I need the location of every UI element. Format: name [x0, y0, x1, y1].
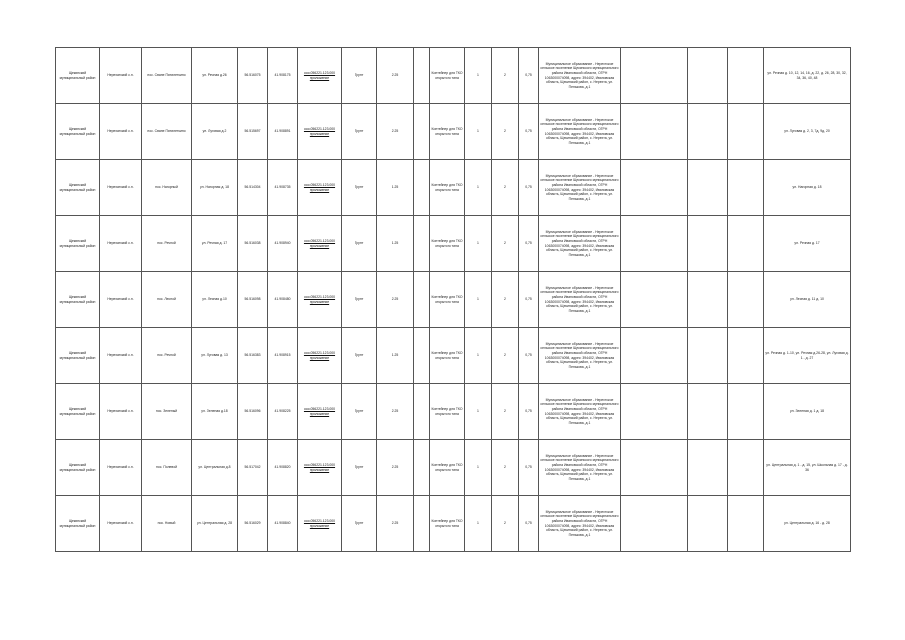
latitude-cell: 56.515697 [238, 104, 268, 160]
longitude-cell: 41.908915 [268, 328, 298, 384]
street-cell: ул. Центральная д.8 [192, 440, 238, 496]
volume-cell: 0,75 [519, 104, 539, 160]
quantity-cell: 1 [465, 104, 492, 160]
street-cell: ул. Речная д.26 [192, 48, 238, 104]
empty-cell [728, 216, 764, 272]
empty-cell [414, 48, 430, 104]
table-row [56, 496, 851, 552]
count-cell: 2 [492, 216, 519, 272]
street-cell: ул. Луговая д. 13 [192, 328, 238, 384]
count-cell: 2 [492, 160, 519, 216]
area-cell: 2.25 [377, 440, 414, 496]
latitude-cell: 56.517042 [238, 440, 268, 496]
empty-cell [688, 496, 728, 552]
count-cell: 2 [492, 104, 519, 160]
latitude-cell: 56.516038 [238, 216, 268, 272]
empty-cell [688, 160, 728, 216]
street-cell: ул. Центральная д. 28 [192, 496, 238, 552]
quantity-cell: 1 [465, 272, 492, 328]
container-type-cell: Контейнер для ТКО открытого типа [430, 384, 465, 440]
count-cell: 2 [492, 328, 519, 384]
cadastre-link[interactable]: ооо.056221.123.000 приложение [298, 216, 342, 272]
empty-cell [621, 440, 688, 496]
quantity-cell: 1 [465, 328, 492, 384]
village-cell: Нерехатский с.п. [100, 272, 142, 328]
locality-cell: пос. Зеленый [142, 384, 192, 440]
served-addresses-cell: ул. Зеленая д. 1 д. 18 [764, 384, 851, 440]
empty-cell [728, 328, 764, 384]
area-cell: 2.25 [377, 496, 414, 552]
container-type-cell: Контейнер для ТКО открытого типа [430, 496, 465, 552]
empty-cell [728, 272, 764, 328]
table-row [56, 272, 851, 328]
street-cell: ул. Лесная д.10 [192, 272, 238, 328]
owner-cell: Муниципальное образование - Нерехтское сельское поселение Щекинского муниципального района Ивановской области, ОГРН 1063000074098, адрес: 394402, Ивановская область, Щекинский район, с. Нерехта, ул. Пенькова, д.1 [539, 328, 621, 384]
area-cell: 1.25 [377, 216, 414, 272]
owner-cell: Муниципальное образование - Нерехтское сельское поселение Щекинского муниципального района Ивановской области, ОГРН 1063000074098, адрес: 394402, Ивановская область, Щекинский район, с. Нерехта, ул. Пенькова, д.1 [539, 272, 621, 328]
volume-cell: 0,75 [519, 160, 539, 216]
street-cell: ул. Нагорная д. 18 [192, 160, 238, 216]
district-cell: Щекинский муниципальный район [56, 272, 100, 328]
district-cell: Щекинский муниципальный район [56, 104, 100, 160]
volume-cell: 0,75 [519, 216, 539, 272]
street-cell: ул. Речная д. 17 [192, 216, 238, 272]
district-cell: Щекинский муниципальный район [56, 48, 100, 104]
volume-cell: 0,75 [519, 496, 539, 552]
surface-cell: Грунт [342, 440, 377, 496]
owner-cell: Муниципальное образование - Нерехтское сельское поселение Щекинского муниципального района Ивановской области, ОГРН 1063000074098, адрес: 394402, Ивановская область, Щекинский район, с. Нерехта, ул. Пенькова, д.1 [539, 160, 621, 216]
empty-cell [414, 328, 430, 384]
table-row [56, 328, 851, 384]
served-addresses-cell: ул. Речная д. 17 [764, 216, 851, 272]
village-cell: Нерехатский с.п. [100, 216, 142, 272]
volume-cell: 0,75 [519, 440, 539, 496]
container-type-cell: Контейнер для ТКО открытого типа [430, 440, 465, 496]
longitude-cell: 41.908891 [268, 104, 298, 160]
empty-cell [688, 216, 728, 272]
locality-cell: пос. Нагорный [142, 160, 192, 216]
empty-cell [728, 440, 764, 496]
locality-cell: пос. Новый [142, 496, 192, 552]
empty-cell [688, 440, 728, 496]
container-sites-table [55, 47, 851, 552]
empty-cell [414, 216, 430, 272]
surface-cell: Грунт [342, 104, 377, 160]
empty-cell [728, 104, 764, 160]
surface-cell: Грунт [342, 48, 377, 104]
table-row [56, 216, 851, 272]
village-cell: Нерехатский с.п. [100, 440, 142, 496]
quantity-cell: 1 [465, 216, 492, 272]
empty-cell [688, 328, 728, 384]
surface-cell: Грунт [342, 328, 377, 384]
volume-cell: 0,75 [519, 328, 539, 384]
quantity-cell: 1 [465, 48, 492, 104]
served-addresses-cell: ул. Луговая д. 2, 3, 7д, 9д, 20 [764, 104, 851, 160]
locality-cell: пос. Сване Пятилеткино [142, 104, 192, 160]
served-addresses-cell: ул. Речная д. 1-10, ул. Речная д.26-28, ул. Луговая д. 1 - д. 27 [764, 328, 851, 384]
empty-cell [621, 496, 688, 552]
locality-cell: пос. Лесной [142, 272, 192, 328]
cadastre-link[interactable]: ооо.056221.123.000 приложение [298, 160, 342, 216]
empty-cell [621, 160, 688, 216]
count-cell: 2 [492, 440, 519, 496]
volume-cell: 0,75 [519, 48, 539, 104]
empty-cell [728, 496, 764, 552]
cadastre-link[interactable]: ооо.056221.123.000 приложение [298, 440, 342, 496]
cadastre-link[interactable]: ооо.056221.123.000 приложение [298, 328, 342, 384]
village-cell: Нерехатский с.п. [100, 48, 142, 104]
empty-cell [414, 272, 430, 328]
volume-cell: 0,75 [519, 272, 539, 328]
table-row [56, 104, 851, 160]
longitude-cell: 41.908840 [268, 496, 298, 552]
latitude-cell: 56.516029 [238, 496, 268, 552]
village-cell: Нерехатский с.п. [100, 328, 142, 384]
cadastre-link[interactable]: ооо.056221.123.000 приложение [298, 384, 342, 440]
locality-cell: пос. Речной [142, 216, 192, 272]
surface-cell: Грунт [342, 496, 377, 552]
village-cell: Нерехатский с.п. [100, 104, 142, 160]
district-cell: Щекинский муниципальный район [56, 328, 100, 384]
table-row [56, 160, 851, 216]
longitude-cell: 41.908735 [268, 160, 298, 216]
empty-cell [688, 384, 728, 440]
container-type-cell: Контейнер для ТКО открытого типа [430, 48, 465, 104]
cadastre-link[interactable]: ооо.056221.123.000 приложение [298, 104, 342, 160]
area-cell: 2.25 [377, 104, 414, 160]
longitude-cell: 41.908940 [268, 216, 298, 272]
served-addresses-cell: ул. Нагорная д. 18 [764, 160, 851, 216]
empty-cell [728, 160, 764, 216]
area-cell: 1.25 [377, 160, 414, 216]
count-cell: 2 [492, 496, 519, 552]
cadastre-link[interactable]: ооо.056221.123.000 приложение [298, 48, 342, 104]
cadastre-link[interactable]: ооо.056221.123.000 приложение [298, 496, 342, 552]
empty-cell [688, 48, 728, 104]
village-cell: Нерехатский с.п. [100, 160, 142, 216]
longitude-cell: 41.908175 [268, 48, 298, 104]
district-cell: Щекинский муниципальный район [56, 216, 100, 272]
street-cell: ул. Зеленая д.18 [192, 384, 238, 440]
quantity-cell: 1 [465, 496, 492, 552]
empty-cell [414, 384, 430, 440]
quantity-cell: 1 [465, 440, 492, 496]
table-row [56, 440, 851, 496]
served-addresses-cell: ул. Центральная д. 16 - д. 28 [764, 496, 851, 552]
street-cell: ул. Луговая д.2 [192, 104, 238, 160]
district-cell: Щекинский муниципальный район [56, 160, 100, 216]
table-body [56, 48, 851, 552]
village-cell: Нерехатский с.п. [100, 496, 142, 552]
latitude-cell: 56.516096 [238, 384, 268, 440]
locality-cell: пос. Речной [142, 328, 192, 384]
quantity-cell: 1 [465, 160, 492, 216]
count-cell: 2 [492, 384, 519, 440]
container-type-cell: Контейнер для ТКО открытого типа [430, 160, 465, 216]
empty-cell [414, 440, 430, 496]
empty-cell [728, 384, 764, 440]
area-cell: 2.25 [377, 384, 414, 440]
table-row [56, 48, 851, 104]
latitude-cell: 56.516075 [238, 48, 268, 104]
empty-cell [688, 104, 728, 160]
empty-cell [728, 48, 764, 104]
served-addresses-cell: ул. Центральная д. 1 - д. 15, ул. Школьная д. 17 - д. 36 [764, 440, 851, 496]
served-addresses-cell: ул. Речная д. 10, 12, 14, 16, д. 22, д. 26, 28, 30, 32, 34, 36, 40, 48 [764, 48, 851, 104]
empty-cell [414, 160, 430, 216]
empty-cell [688, 272, 728, 328]
cadastre-link[interactable]: ооо.056221.123.000 приложение [298, 272, 342, 328]
container-type-cell: Контейнер для ТКО открытого типа [430, 328, 465, 384]
container-type-cell: Контейнер для ТКО открытого типа [430, 272, 465, 328]
surface-cell: Грунт [342, 216, 377, 272]
district-cell: Щекинский муниципальный район [56, 440, 100, 496]
surface-cell: Грунт [342, 160, 377, 216]
area-cell: 2.25 [377, 48, 414, 104]
latitude-cell: 56.514304 [238, 160, 268, 216]
surface-cell: Грунт [342, 384, 377, 440]
district-cell: Щекинский муниципальный район [56, 496, 100, 552]
longitude-cell: 41.908480 [268, 272, 298, 328]
empty-cell [414, 104, 430, 160]
locality-cell: пос. Сване Пятилеткино [142, 48, 192, 104]
empty-cell [414, 496, 430, 552]
container-type-cell: Контейнер для ТКО открытого типа [430, 104, 465, 160]
volume-cell: 0,75 [519, 384, 539, 440]
empty-cell [621, 216, 688, 272]
area-cell: 2.25 [377, 272, 414, 328]
empty-cell [621, 48, 688, 104]
count-cell: 2 [492, 272, 519, 328]
empty-cell [621, 272, 688, 328]
surface-cell: Грунт [342, 272, 377, 328]
container-type-cell: Контейнер для ТКО открытого типа [430, 216, 465, 272]
latitude-cell: 56.516383 [238, 328, 268, 384]
area-cell: 1.25 [377, 328, 414, 384]
district-cell: Щекинский муниципальный район [56, 384, 100, 440]
owner-cell: Муниципальное образование - Нерехтское сельское поселение Щекинского муниципального района Ивановской области, ОГРН 1063000074098, адрес: 394402, Ивановская область, Щекинский район, с. Нерехта, ул. Пенькова, д.1 [539, 216, 621, 272]
owner-cell: Муниципальное образование - Нерехтское сельское поселение Щекинского муниципального района Ивановской области, ОГРН 1063000074098, адрес: 394402, Ивановская область, Щекинский район, с. Нерехта, ул. Пенькова, д.1 [539, 48, 621, 104]
latitude-cell: 56.516098 [238, 272, 268, 328]
owner-cell: Муниципальное образование - Нерехтское сельское поселение Щекинского муниципального района Ивановской области, ОГРН 1063000074098, адрес: 394402, Ивановская область, Щекинский район, с. Нерехта, ул. Пенькова, д.1 [539, 104, 621, 160]
owner-cell: Муниципальное образование - Нерехтское сельское поселение Щекинского муниципального района Ивановской области, ОГРН 1063000074098, адрес: 394402, Ивановская область, Щекинский район, с. Нерехта, ул. Пенькова, д.1 [539, 496, 621, 552]
owner-cell: Муниципальное образование - Нерехтское сельское поселение Щекинского муниципального района Ивановской области, ОГРН 1063000074098, адрес: 394402, Ивановская область, Щекинский район, с. Нерехта, ул. Пенькова, д.1 [539, 440, 621, 496]
owner-cell: Муниципальное образование - Нерехтское сельское поселение Щекинского муниципального района Ивановской области, ОГРН 1063000074098, адрес: 394402, Ивановская область, Щекинский район, с. Нерехта, ул. Пенькова, д.1 [539, 384, 621, 440]
longitude-cell: 41.908225 [268, 384, 298, 440]
table-row [56, 384, 851, 440]
locality-cell: пос. Полевой [142, 440, 192, 496]
served-addresses-cell: ул. Лесная д. 11 д. 10 [764, 272, 851, 328]
longitude-cell: 41.908820 [268, 440, 298, 496]
empty-cell [621, 384, 688, 440]
empty-cell [621, 104, 688, 160]
count-cell: 2 [492, 48, 519, 104]
quantity-cell: 1 [465, 384, 492, 440]
empty-cell [621, 328, 688, 384]
village-cell: Нерехатский с.п. [100, 384, 142, 440]
